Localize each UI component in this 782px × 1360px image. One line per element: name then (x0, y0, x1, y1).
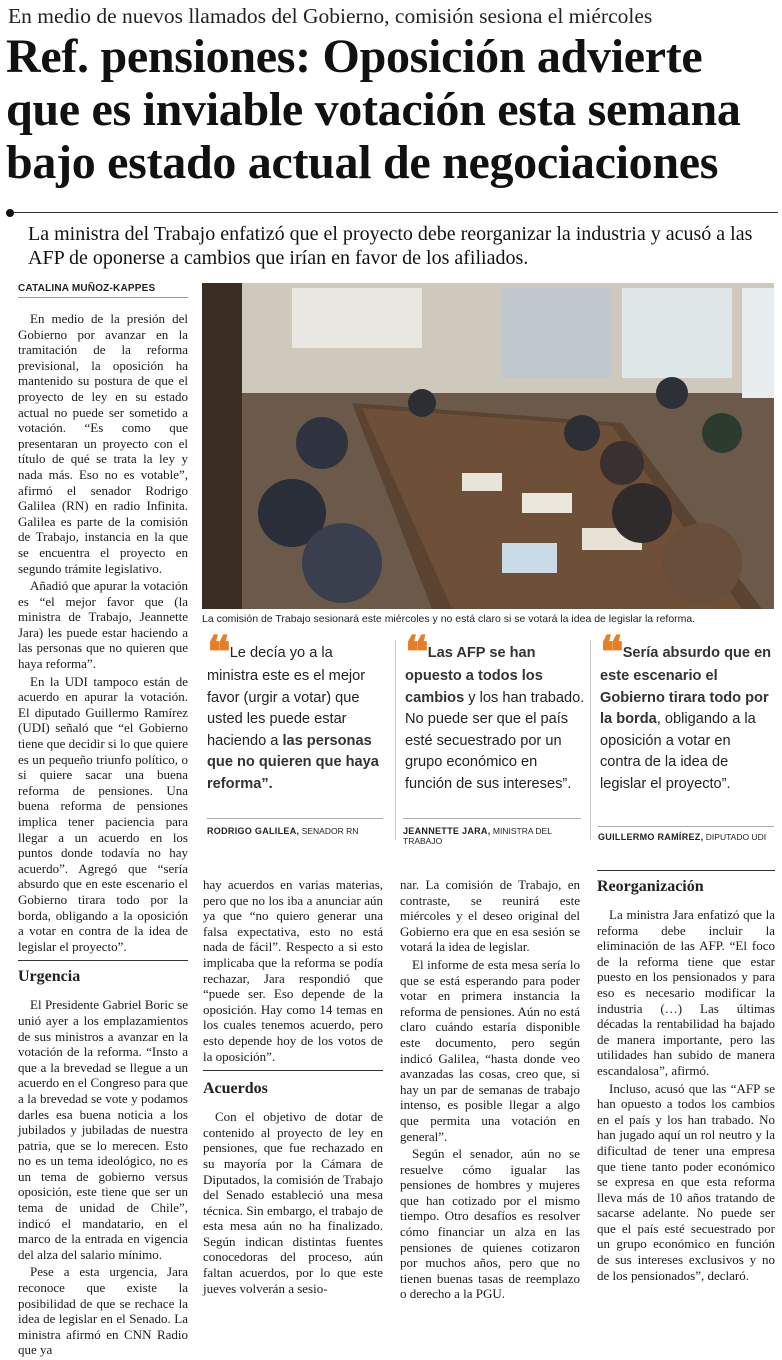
quote-highlight: Sería absurdo que en este escenario el Gobierno tirara todo por la borda (600, 645, 772, 727)
quote-role: DIPUTADO UDI (705, 832, 767, 842)
quote-rule-1 (207, 818, 383, 819)
paragraph: hay acuerdos en varias materias, pero que no los iba a anunciar aún ya que “no quiero generar una falsa expectativa, esto no está nada de fácil”. Respecto a si esto implicaba que la reforma se podía rechazar, Jara respondió que “puede ser. Eso depende de la oposición. Hay como 14 temas en los cuales tenemos acuerdo, pero esto depende hoy de los votos de la oposición”. (203, 877, 383, 1064)
quote-role: SENADOR RN (301, 826, 359, 836)
quote-attribution-2 (403, 826, 581, 846)
quote-mark-icon: ❝ (405, 628, 423, 677)
quote-author: GUILLERMO RAMÍREZ, (598, 832, 704, 842)
meeting-photo (202, 283, 774, 609)
pull-quote-1 (207, 628, 387, 795)
article-column-2 (203, 877, 383, 1298)
quote-text-end: ”. (261, 775, 273, 792)
paragraph: En la UDI tampoco están de acuerdo en apurar la votación. El diputado Guillermo Ramírez (UDI) señaló que “el Gobierno tiene que decidir si lo que quiere es un pequeño triunfo político, o si quiere sacar una buena reforma de pensiones. Una buena reforma de pensiones implica tener paciencia para llegar a un acuerdo en los puntos donde todavía no hay acuerdo”. Agregó que “sería absurdo que en este escenario el Gobierno tirara todo por la borda, obligando a la oposición a votar en contra de la idea de legislar el proyecto”. (18, 673, 188, 954)
paragraph: El informe de esta mesa sería lo que se está esperando para poder votar en primera instancia la reforma de pensiones. Aún no está claro cuándo estaría disponible este documento, pero según indicó Galilea, “hasta donde veo avanzadas las cosas, creo que, si hay un par de semanas de trabajo intenso, es posible llegar a algo que permita una votación en general”. (400, 956, 580, 1144)
quote-author: RODRIGO GALILEA, (207, 826, 300, 836)
byline: CATALINA MUÑOZ-KAPPES (18, 283, 156, 294)
paragraph: El Presidente Gabriel Boric se unió ayer a los emplazamientos de sus ministros a avanzar en la votación de la reforma. “Insto a que a la brevedad se llegue a un acuerdo en el Congreso para que a la brevedad se vote y podamos darles esa buena noticia a los jubilados y jubiladas de nuestra patria, que se lo merecen. Esto no es un tema ideológico, no es un tema de gobierno versus oposición, este tiene que ser un tema de unidad de Chile”, indicó el mandatario, en el marco de la entrada en vigencia del alza del salario mínimo. (18, 997, 189, 1262)
quote-role: MINISTRA DEL TRABAJO (403, 826, 552, 846)
subhead-reorganizacion: Reorganización (597, 878, 704, 895)
quote-attribution-3 (598, 832, 774, 842)
deck-rule (14, 212, 778, 213)
quote-text: , obligando a la oposición a votar en contra de la idea de legislar el proyecto”. (600, 711, 756, 792)
paragraph: nar. La comisión de Trabajo, en contraste, se reunirá este miércoles y el deseo original del Gobierno era que en esa sesión se votará la idea de legislar. (400, 877, 580, 955)
quote-text: y los han trabado. No puede ser que el país esté secuestrado por un grupo económico en función de sus intereses”. (405, 689, 585, 792)
paragraph: Según el senador, aún no se resuelve cómo igualar las pensiones de hombres y mujeres que han cotizado por el mismo tiempo. Otro desafíos es resolver cómo financiar un alza en las pensiones de quienes cotizaron por muchos años, pero que no tienen buenas tasas de reemplazo o derecho a la PGU. (400, 1146, 580, 1302)
paragraph: Añadió que apurar la votación es “el mejor favor que (la ministra de Trabajo, Jeannette Jara) les puede estar haciendo a las personas que no quieren que haya reforma”. (18, 578, 188, 672)
deck: La ministra del Trabajo enfatizó que el proyecto debe reorganizar la industria y acusó a las AFP de oponerse a cambios que irían en favor de los afiliados. (28, 223, 753, 269)
quote-divider (590, 640, 591, 840)
quote-highlight: Las AFP se han opuesto a todos los cambios (405, 645, 543, 706)
quote-rule-3 (598, 826, 774, 827)
quote-divider (395, 640, 396, 840)
quote-author: JEANNETTE JARA, (403, 826, 491, 836)
subhead-rule (597, 870, 775, 871)
article-column-1 (18, 311, 188, 1360)
paragraph: Incluso, acusó que las “AFP se han opuesto a todos los cambios en el país y los han trabado. No han jugado aquí un rol neutro y la dificultad de tener una empresa que tiene tanto poder económico se expresa en que esta reforma lleva más de 10 años tratando de sacarse adelante. No puede ser que el país esté secuestrado por un grupo económico en función de sus intereses exclusivos y no de los pensionados”, declaró. (597, 1080, 775, 1283)
paragraph: La ministra Jara enfatizó que la reforma debe incluir la eliminación de las AFP. “El foco de la reforma tiene que estar puesto en los pensionados y para eso es necesario modificar la industria (…) Las últimas décadas la rentabilidad ha bajado de manera importante, pero las utilidades han subido de manera escandalosa”, afirmó. (597, 907, 775, 1078)
kicker: En medio de nuevos llamados del Gobierno, comisión sesiona el miércoles (8, 4, 653, 28)
byline-rule (18, 297, 188, 298)
subhead-acuerdos: Acuerdos (203, 1080, 268, 1098)
pull-quote-2 (405, 628, 585, 795)
quote-rule-2 (403, 818, 581, 819)
paragraph: Pese a esta urgencia, Jara reconoce que existe la posibilidad de que se rechace la idea de legislar en el Senado. La ministra afirmó en CNN Radio que ya (18, 1264, 188, 1358)
photo-caption: La comisión de Trabajo sesionará este miércoles y no está claro si se votará la idea de legislar la reforma. (202, 613, 696, 625)
article-column-4 (597, 870, 775, 1285)
subhead-urgencia: Urgencia (18, 968, 81, 986)
subhead-rule (203, 1070, 383, 1071)
quote-text: Le decía yo a la ministra este es el mejor favor (urgir a votar) que usted les puede estar haciendo a (207, 645, 366, 749)
deck-bullet (6, 209, 14, 217)
quote-highlight: las personas que no quieren que haya reforma (207, 732, 379, 792)
headline: Ref. pensiones: Oposición advierte que es inviable votación esta semana bajo estado actual de negociaciones (6, 30, 741, 189)
paragraph: Con el objetivo de dotar de contenido al proyecto de ley en pensiones, que fue rechazado en su mayoría por la Cámara de Diputados, la comisión de Trabajo del Senado estableció una mesa técnica. Sin embargo, el trabajo de esta mesa aún no ha finalizado. Según indican distintas fuentes conocedoras del proceso, aún faltan acuerdos, por lo que este jueves volverán a sesio- (203, 1109, 383, 1296)
paragraph: En medio de la presión del Gobierno por avanzar en la tramitación de la reforma previsional, la oposición ha mantenido su postura de que el proyecto de ley en su estado actual no puede ser sometido a votación. “Es como que presentaran un proyecto con el título de qué se trata la ley y nada más. Eso no es votable”, afirmó el senador Rodrigo Galilea (RN) en radio Infinita. Galilea es parte de la comisión de Trabajo, instancia en la que se encuentra el proyecto en segundo trámite legislativo. (18, 311, 188, 576)
quote-attribution-1 (207, 826, 383, 836)
pull-quote-3 (600, 628, 774, 795)
subhead-rule (18, 960, 188, 961)
meeting-photo-icon (202, 283, 774, 609)
quote-mark-icon: ❝ (600, 628, 618, 677)
quote-mark-icon: ❝ (207, 628, 225, 677)
article-column-3 (400, 877, 580, 1304)
